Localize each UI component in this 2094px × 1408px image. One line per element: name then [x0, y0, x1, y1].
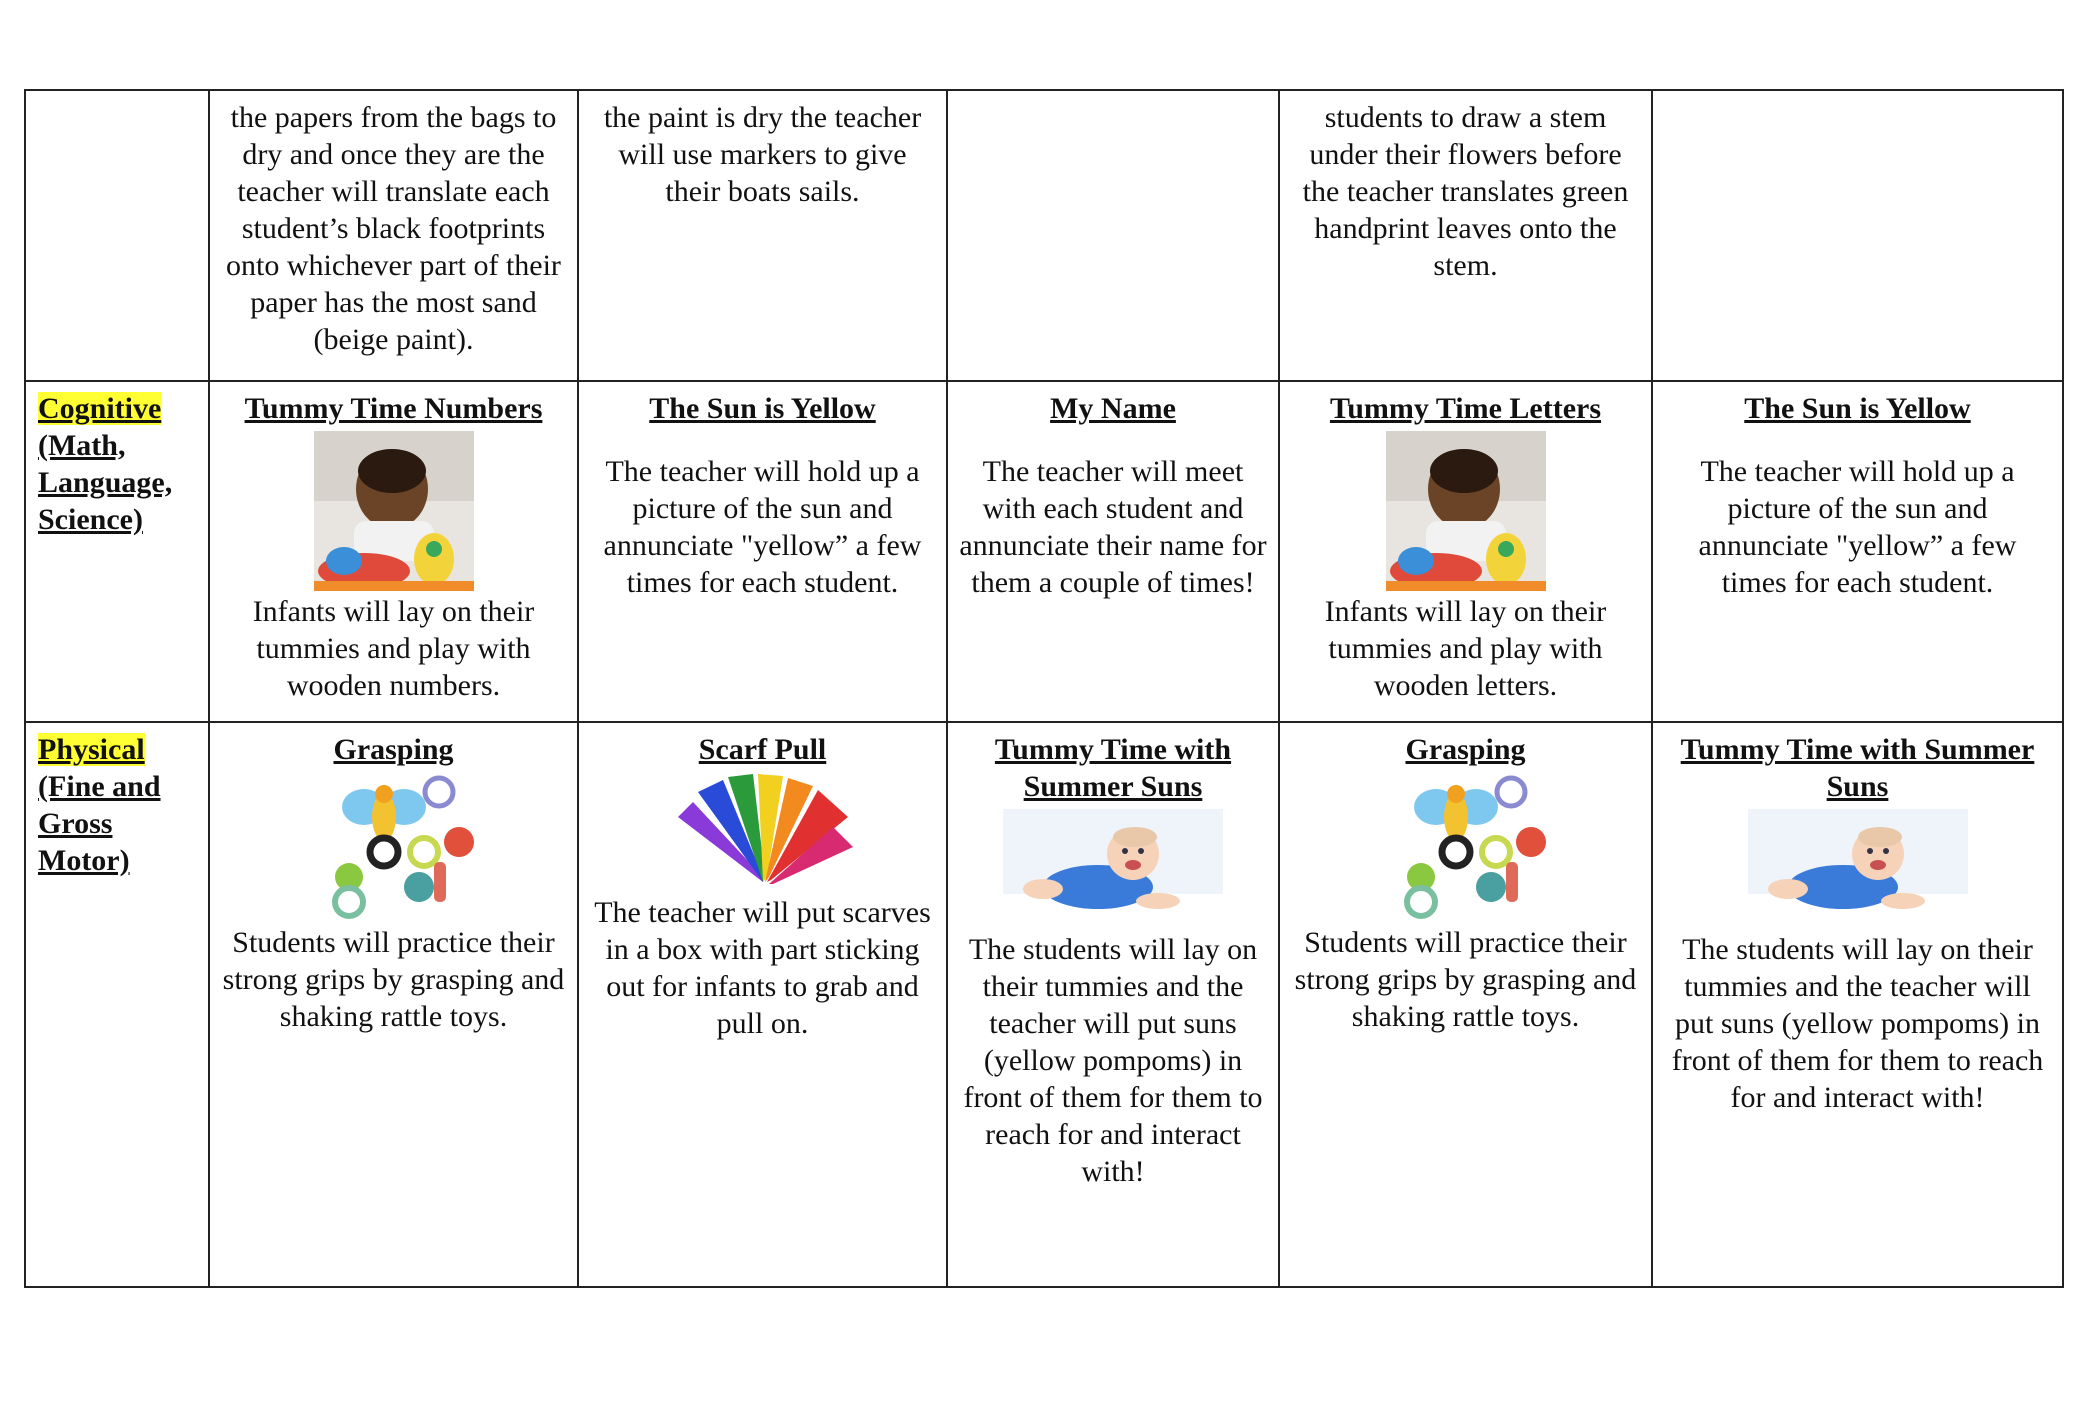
domain-highlight: Cognitive: [38, 392, 162, 425]
activity-cell: [947, 381, 1279, 722]
smiling-baby-photo: [1003, 809, 1223, 929]
activity-description: The students will lay on their tummies and the teacher will put suns (yellow pompoms) in front of them for them to reach for and interact with!: [963, 933, 1263, 1188]
activity-cell: [1279, 722, 1652, 1287]
activity-title: Tummy Time with Summer Suns: [1680, 733, 2035, 803]
cell-continuation-2: the paint is dry the teacher will use markers to give their boats sails.: [578, 90, 947, 381]
activity-title: Tummy Time Numbers: [244, 392, 543, 425]
row-label-physical: [25, 722, 209, 1287]
cell-continuation-4: students to draw a stem under their flowers before the teacher translates green handprint leaves onto the stem.: [1279, 90, 1652, 381]
table-row-physical: [25, 722, 2063, 1287]
activity-title: Grasping: [333, 733, 454, 766]
activity-title: The Sun is Yellow: [649, 392, 876, 425]
rainbow-scarves-image: [673, 772, 853, 892]
activity-cell: [1652, 381, 2063, 722]
domain-highlight: Physical: [38, 733, 145, 766]
cell-continuation-1: the papers from the bags to dry and once they are the teacher will translate each student’s black footprints onto whichever part of their paper has the most sand (beige paint).: [209, 90, 578, 381]
activity-description: Students will practice their strong grips by grasping and shaking rattle toys.: [1294, 926, 1637, 1033]
cell-empty: [947, 90, 1279, 381]
activity-cell: [209, 722, 578, 1287]
activity-description: Students will practice their strong grips by grasping and shaking rattle toys.: [222, 926, 565, 1033]
rattle-toys-image: [1381, 772, 1551, 922]
lesson-plan-table: [24, 89, 2064, 1288]
activity-title: Tummy Time Letters: [1329, 392, 1602, 425]
domain-subtitle: (Fine and Gross Motor): [38, 770, 161, 877]
activity-cell: [947, 722, 1279, 1287]
activity-title: My Name: [1050, 392, 1176, 425]
activity-description: The teacher will meet with each student and annunciate their name for them a couple of times!: [959, 455, 1267, 599]
baby-tummy-time-photo: [1386, 431, 1546, 591]
smiling-baby-photo: [1748, 809, 1968, 929]
activity-title: Scarf Pull: [698, 733, 827, 766]
activity-description: Infants will lay on their tummies and play with wooden letters.: [1324, 595, 1607, 702]
activity-cell: [1279, 381, 1652, 722]
row-label-cognitive: [25, 381, 209, 722]
activity-cell: [578, 381, 947, 722]
activity-title: Tummy Time with Summer Suns: [994, 733, 1232, 803]
row-label-empty: [25, 90, 209, 381]
domain-subtitle: (Math, Language, Science): [38, 429, 173, 536]
activity-cell: [209, 381, 578, 722]
activity-description: The teacher will put scarves in a box with part sticking out for infants to grab and pull on.: [594, 896, 931, 1040]
table-row-cognitive: [25, 381, 2063, 722]
rattle-toys-image: [309, 772, 479, 922]
activity-cell: [1652, 722, 2063, 1287]
baby-tummy-time-photo: [314, 431, 474, 591]
activity-description: The students will lay on their tummies and the teacher will put suns (yellow pompoms) in front of them for them to reach for and interact with!: [1671, 933, 2044, 1114]
table-row: [25, 90, 2063, 381]
activity-cell: [578, 722, 947, 1287]
activity-title: The Sun is Yellow: [1744, 392, 1971, 425]
activity-title: Grasping: [1405, 733, 1526, 766]
activity-description: Infants will lay on their tummies and play with wooden numbers.: [252, 595, 535, 702]
cell-empty: [1652, 90, 2063, 381]
activity-description: The teacher will hold up a picture of the sun and annunciate "yellow” a few times for each student.: [1698, 455, 2017, 599]
activity-description: The teacher will hold up a picture of the sun and annunciate "yellow” a few times for each student.: [603, 455, 922, 599]
